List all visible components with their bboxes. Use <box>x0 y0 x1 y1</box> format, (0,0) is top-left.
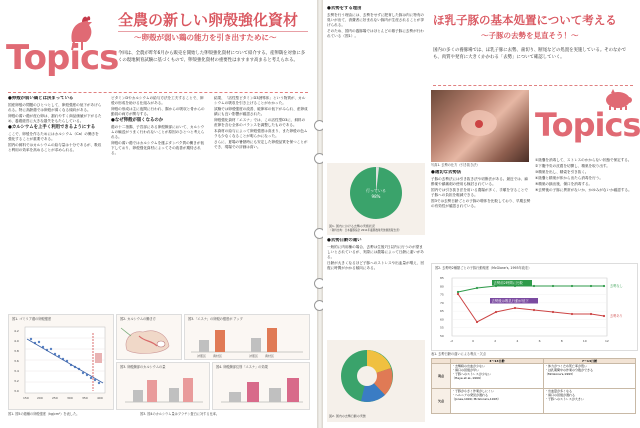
fig1-xtick: 300 <box>67 396 73 400</box>
chart-ytick: 75 <box>440 292 444 297</box>
divider-dashed <box>8 92 308 93</box>
chart-xtick: 0 <box>472 339 475 343</box>
series-castration-point <box>533 309 535 311</box>
body-column-1-lower <box>327 238 425 338</box>
chart-xtick: 2 <box>494 339 497 343</box>
fig1-xtick: 350 <box>82 396 88 400</box>
series-no-castration-point <box>533 285 535 287</box>
left-page <box>0 0 317 428</box>
fig3-xtick: 対照区 <box>249 354 259 358</box>
series-castration-point <box>603 315 605 317</box>
chart-xtick: 4 <box>516 339 519 343</box>
pie-chart-castration-rate <box>327 163 425 235</box>
step-item: ④陰嚢と精巣が体から出たら消毒を行う。 <box>535 176 603 180</box>
section-heading: ●卵殻が弱い鶏とは決まっている <box>8 96 74 101</box>
figure-3-title: 図3.「エスナ」の卵殻の強度が アップ <box>188 317 243 321</box>
body-column-1 <box>8 96 102 296</box>
suckling-line-chart <box>432 272 637 348</box>
fig3-xtick: 対照区 <box>197 354 207 358</box>
divider-dashed <box>433 85 633 86</box>
article-title: ほ乳子豚の基本処置について考える <box>433 13 617 27</box>
series-castration-point <box>571 313 573 315</box>
section-heading: ●カルシウムを上手く利用できるようにする <box>8 125 96 130</box>
paragraph: 図3では去勢日齢ごとの子豚の増体を比較しており、早期去勢の有効性が確認されている。 <box>431 199 531 208</box>
fig1-ytick: 3.2 <box>14 379 19 383</box>
step-item: ⑥去勢後の子豚に異常がないか、かゆみがないか確認する。 <box>535 188 632 192</box>
series-no-castration-point <box>476 287 478 289</box>
table-row-label: 欠点 <box>432 389 451 414</box>
paragraph: 鶏の十二指腸、子宮部にある卵殻腺部において、カルシウムの輸送がうまく行われないことが原因のひとつと考えられる。 <box>111 125 205 139</box>
caption-2: 図3. 図4のカルシウム量はプラチン蛋白に対する比率。 <box>140 412 220 416</box>
paragraph: さらに、夏場の暑熱時にも安定した卵殻品質を保つことができ、現場での評価は高い。 <box>214 140 308 149</box>
legend-item: 去勢あり <box>610 314 623 318</box>
series-no-castration-point <box>603 285 605 287</box>
hen-anatomy-icon <box>117 322 181 358</box>
table-row <box>432 364 636 389</box>
chart-xtick: 10 <box>582 339 587 343</box>
chart-ytick: 55 <box>440 325 444 330</box>
legend-item: 去勢なし <box>610 284 623 288</box>
section-heading: ●適切な去勢法 <box>431 170 462 175</box>
donut-caption: 図2. 国内の去勢日齢の実態 <box>329 414 366 418</box>
paragraph: 卵殻の弱い鶏ではカルシウムを運ぶタンパク質の働きが低下しており、卵殻強化資材によってその改善が期待される。 <box>111 141 205 155</box>
paragraph: 卵殻強化資材「エスナ」では、この活性型D3に、飼料の産卵を含む全体のバランスを調整したものである。 <box>214 118 306 127</box>
figure-5-title: 図4. 卵殻腺部位別「エスナ」の効果 <box>216 365 268 369</box>
chart-xtick: 8 <box>560 339 563 343</box>
chart-ytick: 80 <box>440 284 444 289</box>
donut-chart-castration-age <box>327 340 425 422</box>
series-no-castration-point <box>571 285 573 287</box>
paragraph: 本資材の給与によって卵殻強度は高まり、また卵殻の色ムラも少なくなることが明らかになった。 <box>214 129 308 138</box>
paragraph: 国内では引き抜き法を用いる農場が多く、手順を守ることで子豚への負担を軽減できる。 <box>431 188 528 197</box>
pie-caption: 図1. 国内における去勢の実施状況 <box>329 224 375 228</box>
table-row-label: 利点 <box>432 364 451 389</box>
table-title: 表1. 去勢日齢の違いによる利点・欠点 <box>431 352 487 356</box>
paragraph: 結果、「活性型ビタミンD3誘導体」という物質が、カルシウムの吸収を引き上げることがわかった。 <box>214 96 306 105</box>
table-cell: ・体力がつくため死亡率が低い ・ほ乳期間中の作業の分散ができる （McGlone's,1993） <box>543 364 635 389</box>
figure-3-strength-up <box>184 314 310 360</box>
paragraph: 子豚の去勢法には引き抜き法や切断法がある。最近では、麻酔薬や鎮痛剤の使用も検討されている。 <box>431 177 529 186</box>
step-item: ⑤精巣の摘出後、傷口を消毒する。 <box>535 182 593 186</box>
paragraph: そのため、国内の養豚場ではほとんどの雄子豚に去勢が行われている（図1）。 <box>327 29 424 38</box>
fig1-xtick: 150 <box>23 396 29 400</box>
table-cell: ・去勢時の出血が少ない ・傷口の回復が早い ・子豚へのストレスが少ない （Haye et al.,1999） <box>451 364 544 389</box>
fig1-xtick: 250 <box>52 396 58 400</box>
fig1-ytick: 3.4 <box>14 369 19 373</box>
figure-1-eggshell-strength <box>8 314 114 410</box>
chart-title: 図2. 去勢時2種類ごとの子豚行動頻度（McGlone's, 1993年改変） <box>435 266 532 270</box>
fig3-xtick: 資材区 <box>213 354 223 358</box>
title-underline <box>118 31 308 32</box>
caption-1: 図1. 図5の鶏種の卵殻強度（kg/cm²）を表した。 <box>8 412 80 416</box>
chart-xtick: -2 <box>450 339 453 343</box>
series-castration-point <box>590 313 592 315</box>
fig1-ytick: 4.0 <box>14 339 19 343</box>
castration-photo <box>431 90 529 162</box>
topics-logo-left <box>6 12 119 82</box>
section-heading: ●去勢日齢の違い <box>327 238 362 243</box>
fig1-xtick: 400 <box>97 396 103 400</box>
fig1-ytick: 4.2 <box>14 329 19 333</box>
chart-xtick: 12 <box>605 339 609 343</box>
figure-5-esna-effect <box>212 362 310 410</box>
series-no-castration-point <box>457 291 459 293</box>
paragraph: ビタミンDやカルシウムの給与方法を工夫することで、卵殻の形成を助ける仕組みがある。 <box>111 96 204 105</box>
series-castration-point <box>514 307 516 309</box>
table-header: 7〜14日齢 <box>543 359 635 364</box>
chart-ytick: 85 <box>440 276 444 280</box>
series-no-castration-point <box>552 285 554 287</box>
body-column-1 <box>327 6 425 161</box>
topics-label: Topics <box>6 38 119 78</box>
paragraph: ここで、卵殻を作るためにはカルシウム（Ca）の働きを強化することが重要である。 <box>8 132 99 141</box>
section-heading: ●去勢をする理由 <box>327 6 362 11</box>
series-castration-point <box>552 311 554 313</box>
step-item: ①陰嚢を消毒して、ストレスのかからない状態で保定する。 <box>535 158 632 162</box>
figure-2-title: 図2. カルシウムの働き方 <box>120 317 156 321</box>
pie-center-value: 98% <box>371 194 381 199</box>
right-page <box>323 0 640 428</box>
fig3-xtick: 資材区 <box>265 354 275 358</box>
fig1-ytick: 3.8 <box>14 349 19 353</box>
figure-2-calcium-diagram <box>116 314 182 360</box>
series-castration-point <box>495 311 497 313</box>
pie-source: （資料出典：日本養豚協会 2011年養豚農業実態調査報告書） <box>329 229 402 232</box>
castration-steps <box>535 158 635 228</box>
chart-ytick: 50 <box>440 334 444 338</box>
table-cell: ・出血量が多くなる ・傷口の回復が遅れる ・子豚へのストレスが大きい <box>543 389 635 414</box>
chart-annotation: 去勢後は吸乳行動が低下 <box>491 299 529 303</box>
paragraph: 一般的に肉用種の場合、去勢は生後7日以内に行うのが望ましいとされているが、実際には農場によって日齢に違いがある。 <box>327 245 425 259</box>
paragraph: 試験では卵殻強度の改善、破卵率の低下がみられ、産卵成績にも良い影響が確認された。 <box>214 107 308 116</box>
body-column-3 <box>214 96 308 296</box>
chart-xtick: 6 <box>538 339 541 343</box>
paragraph: 去勢を行う理由には、去勢をせずに肥育した豚は肉に特有の臭いが出て、消費者に好まれない豚肉が生産されることが挙げられる。 <box>327 13 425 27</box>
photo-caption: 写真1. 去勢の仕方（引き抜き法） <box>431 163 480 167</box>
topics-label: Topics <box>535 106 640 144</box>
figure-4-calcium-amount <box>116 362 210 410</box>
article-subtitle: 〜子豚の去勢を見直そう！〜 <box>481 31 579 40</box>
fig1-ytick: 3.0 <box>14 389 19 393</box>
step-item: ③精巣を出し、精索を引き抜く。 <box>535 170 589 174</box>
chart-ytick: 65 <box>440 309 444 314</box>
series-castration-point <box>476 321 478 323</box>
paragraph: 国産卵殻の問題のひとつとして、卵殻強度の低下があげられる。特に高齢鶏では卵殻が薄くなる傾向がある。 <box>8 103 102 112</box>
table-row <box>432 389 636 414</box>
chart-annotation: 去勢前2時間に比較 <box>493 281 523 285</box>
topics-logo-right <box>533 88 640 150</box>
fig1-xtick: 200 <box>37 396 43 400</box>
paragraph: 日齢が大きくなるほど子豚へのストレスや出血量が増え、回復に時間がかかる傾向にある。 <box>327 261 425 270</box>
figure-suckling-behavior-chart <box>431 263 638 351</box>
series-no-castration-point <box>590 285 592 287</box>
table-header: 4〜14日齢 <box>451 359 544 364</box>
figure-1-title: 図1. ゴミリア鶏の卵殻強度 <box>12 317 52 321</box>
series-castration-point <box>457 293 459 295</box>
paragraph: 卵殻の弱い鶏が産む卵は、割れやすく商品価値が下がるため、養鶏経営に大きな損失をもたらしている。 <box>8 114 102 123</box>
article-title: 全農の新しい卵殻強化資材 <box>118 11 299 29</box>
intro-text: 今回は、全農が昨年6月から販売を開始した卵殻強化資材について紹介する。産卵鶏を対象に多くの現地飼育試験に基づくもので、卵殻強化資材の重要性はますます高まると考えられる。 <box>118 51 306 63</box>
paragraph: 国内の飼料ではカルシウムの給与量は十分であるが、吸収と利用の効率を高めることが求められる。 <box>8 143 102 152</box>
table-cell: ・子豚が小さく作業がしにくい ・ヘルニアの発見が遅れる （Jones,1999; McGlone's,1993） <box>451 389 544 414</box>
comparison-table <box>431 358 636 414</box>
chart-ytick: 70 <box>440 300 444 305</box>
article-subtitle: 〜卵殻が弱い鶏の能力を引き出すために〜 <box>134 33 277 42</box>
paragraph: 卵殻の形成は主に夜間に行われ、腸からの吸収と骨からの動員の両方が関与する。 <box>111 107 205 116</box>
fig1-ytick: 3.6 <box>14 359 19 363</box>
figure-4-title: 図3. 卵殻腺部のカルシウムの量 <box>120 365 166 369</box>
intro-text: 国内の多くの養豚場では、ほ乳子豚に去勢、歯切り、断尾などの処置を実施している。そのなかでも、肉質や発育に大きくかかわる「去勢」について確認していく。 <box>433 48 627 60</box>
pie-center-label: 行っている <box>366 188 386 193</box>
chart-ytick: 60 <box>440 317 444 322</box>
step-item: ②下腹中央の皮膚を切開し、精巣を取り出す。 <box>535 164 610 168</box>
body-column-2 <box>431 170 531 260</box>
body-column-2 <box>111 96 205 296</box>
section-heading: ●なぜ卵殻が弱くなるのか <box>111 118 164 123</box>
